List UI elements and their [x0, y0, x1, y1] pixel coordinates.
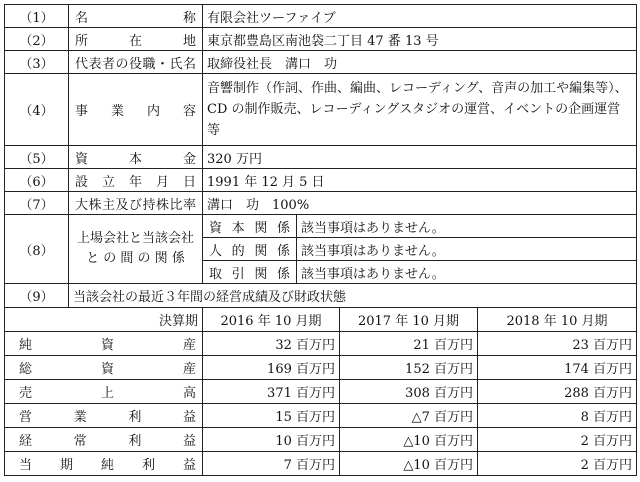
row-established	[5, 169, 637, 192]
row-number: （6）	[5, 169, 69, 192]
financial-row	[5, 428, 637, 452]
financial-value: 308 百万円	[340, 380, 478, 404]
row-value: 取締役社長 溝口 功	[203, 51, 637, 74]
financial-value: △10 百万円	[340, 452, 478, 476]
row-number: （7）	[5, 192, 69, 215]
period-header: 2016 年 10 月期	[203, 308, 340, 332]
company-info-table	[4, 4, 637, 476]
row-label: 所 在 地	[69, 28, 203, 51]
financial-label: 総 資 産	[5, 356, 203, 380]
financial-label: 営 業 利 益	[5, 404, 203, 428]
row-value: 320 万円	[203, 146, 637, 169]
financials-title-row	[5, 284, 637, 308]
financial-value: 15 百万円	[203, 404, 340, 428]
relations-label-line2: と の 間 の 関 係	[86, 251, 185, 266]
financial-value: 174 百万円	[478, 356, 637, 380]
financial-label: 当 期 純 利 益	[5, 452, 203, 476]
financial-label: 売 上 高	[5, 380, 203, 404]
period-header: 2017 年 10 月期	[340, 308, 478, 332]
row-address	[5, 28, 637, 51]
relation-type: 人 的 関 係	[203, 238, 297, 261]
relation-value: 該当事項はありません。	[297, 261, 637, 284]
row-capital	[5, 146, 637, 169]
row-value: 東京都豊島区南池袋二丁目 47 番 13 号	[203, 28, 637, 51]
financials-title: 当該会社の最近３年間の経営成績及び財政状態	[69, 284, 637, 308]
row-number: （4）	[5, 74, 69, 146]
relation-value: 該当事項はありません。	[297, 238, 637, 261]
financial-row	[5, 404, 637, 428]
row-relations	[5, 215, 637, 238]
relations-label	[69, 215, 203, 284]
row-number: （1）	[5, 5, 69, 28]
financial-value: 288 百万円	[478, 380, 637, 404]
financial-value: 2 百万円	[478, 452, 637, 476]
financial-value: 169 百万円	[203, 356, 340, 380]
financial-value: 32 百万円	[203, 332, 340, 356]
financial-row	[5, 452, 637, 476]
financial-value: △7 百万円	[340, 404, 478, 428]
row-value: 溝口 功 100%	[203, 192, 637, 215]
row-label: 大株主及び持株比率	[69, 192, 203, 215]
fiscal-period-header: 決算期	[5, 308, 203, 332]
row-number: （3）	[5, 51, 69, 74]
row-label: 代表者の役職・氏名	[69, 51, 203, 74]
row-name	[5, 5, 637, 28]
relations-label-line1: 上場会社と当該会社	[76, 231, 194, 246]
row-label: 名 称	[69, 5, 203, 28]
financial-row	[5, 332, 637, 356]
financial-label: 経 常 利 益	[5, 428, 203, 452]
row-label: 事 業 内 容	[69, 74, 203, 146]
row-value: 有限会社ツーファイブ	[203, 5, 637, 28]
row-number: （5）	[5, 146, 69, 169]
row-number: （8）	[5, 215, 69, 284]
financial-value: 371 百万円	[203, 380, 340, 404]
financial-value: 8 百万円	[478, 404, 637, 428]
relation-type: 資 本 関 係	[203, 215, 297, 238]
row-label: 資 本 金	[69, 146, 203, 169]
relation-type: 取 引 関 係	[203, 261, 297, 284]
row-number: （2）	[5, 28, 69, 51]
financial-value: 2 百万円	[478, 428, 637, 452]
row-number: （9）	[5, 284, 69, 308]
relation-value: 該当事項はありません。	[297, 215, 637, 238]
row-value: 1991 年 12 月 5 日	[203, 169, 637, 192]
financial-value: 21 百万円	[340, 332, 478, 356]
financial-row	[5, 380, 637, 404]
row-business	[5, 74, 637, 146]
financials-header-row	[5, 308, 637, 332]
financial-value: 23 百万円	[478, 332, 637, 356]
row-value: 音響制作（作詞、作曲、編曲、レコーディング、音声の加工や編集等）、CD の制作販売、レコーディングスタジオの運営、イベントの企画運営等	[203, 74, 637, 146]
period-header: 2018 年 10 月期	[478, 308, 637, 332]
row-label: 設 立 年 月 日	[69, 169, 203, 192]
financial-label: 純 資 産	[5, 332, 203, 356]
financial-row	[5, 356, 637, 380]
financial-value: 10 百万円	[203, 428, 340, 452]
row-representative	[5, 51, 637, 74]
financial-value: △10 百万円	[340, 428, 478, 452]
financial-value: 7 百万円	[203, 452, 340, 476]
row-shareholders	[5, 192, 637, 215]
financial-value: 152 百万円	[340, 356, 478, 380]
